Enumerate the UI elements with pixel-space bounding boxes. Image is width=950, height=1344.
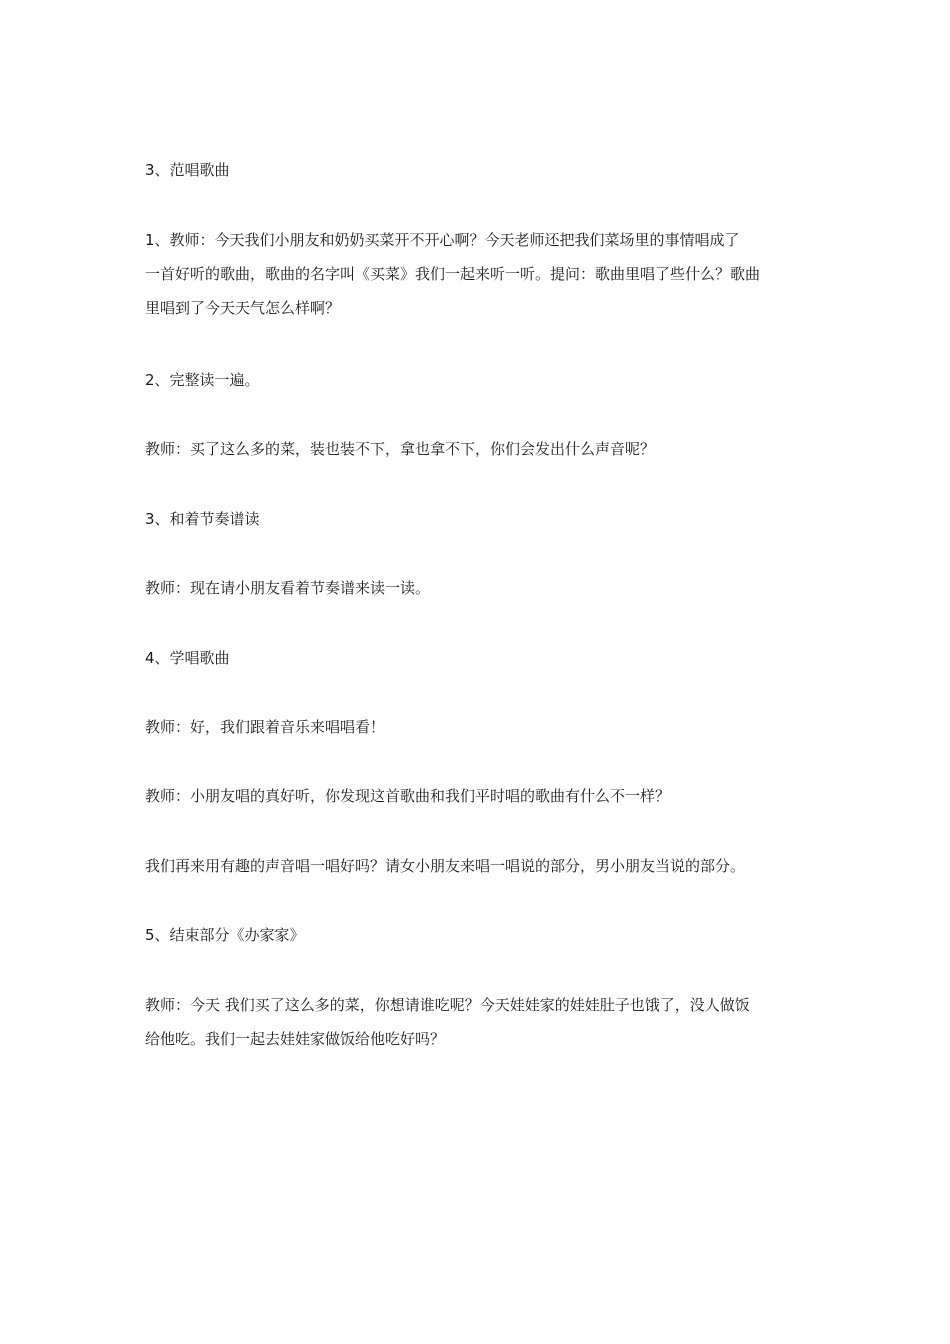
text-line: 3、范唱歌曲 [145,161,230,179]
paragraph-teacher-ending [145,988,815,1056]
text-line: 2、完整读一遍。 [145,371,260,389]
text-line: 我们再来用有趣的声音唱一唱好吗？请女小朋友来唱一唱说的部分，男小朋友当说的部分。 [145,857,746,875]
paragraph-teacher-difference [145,779,815,813]
text-line: 一首好听的歌曲，歌曲的名字叫《买菜》我们一起来听一听。提问：歌曲里唱了些什么？歌曲 [145,265,761,283]
text-line: 教师：小朋友唱的真好听，你发现这首歌曲和我们平时唱的歌曲有什么不一样？ [145,787,671,805]
section-heading-read-through [145,363,815,397]
text-line: 教师：买了这么多的菜，装也装不下，拿也拿不下，你们会发出什么声音呢？ [145,440,656,458]
text-line: 给他吃。我们一起去娃娃家做饭给他吃好吗？ [145,1030,446,1048]
text-line: 1、教师：今天我们小朋友和奶奶买菜开不开心啊？今天老师还把我们菜场里的事情唱成了 [145,231,740,249]
text-line: 教师：现在请小朋友看着节奏谱来读一读。 [145,579,431,597]
paragraph-teacher-rhythm [145,571,815,605]
section-heading-fanchang [145,153,815,187]
text-line: 4、学唱歌曲 [145,649,230,667]
paragraph-teacher-sounds [145,432,815,466]
text-line: 教师：好，我们跟着音乐来唱唱看！ [145,718,386,736]
text-line: 教师：今天 我们买了这么多的菜，你想请谁吃呢？今天娃娃家的娃娃肚子也饿了，没人做饭 [145,996,750,1014]
section-heading-rhythm [145,502,815,536]
text-line: 里唱到了今天天气怎么样啊？ [145,299,341,317]
section-heading-ending [145,918,815,952]
text-line: 5、结束部分《办家家》 [145,926,305,944]
text-line: 3、和着节奏谱读 [145,510,260,528]
paragraph-sing-again [145,849,815,883]
section-heading-learn-song [145,641,815,675]
paragraph-teacher-sing [145,710,815,744]
paragraph-teacher-intro [145,223,815,325]
